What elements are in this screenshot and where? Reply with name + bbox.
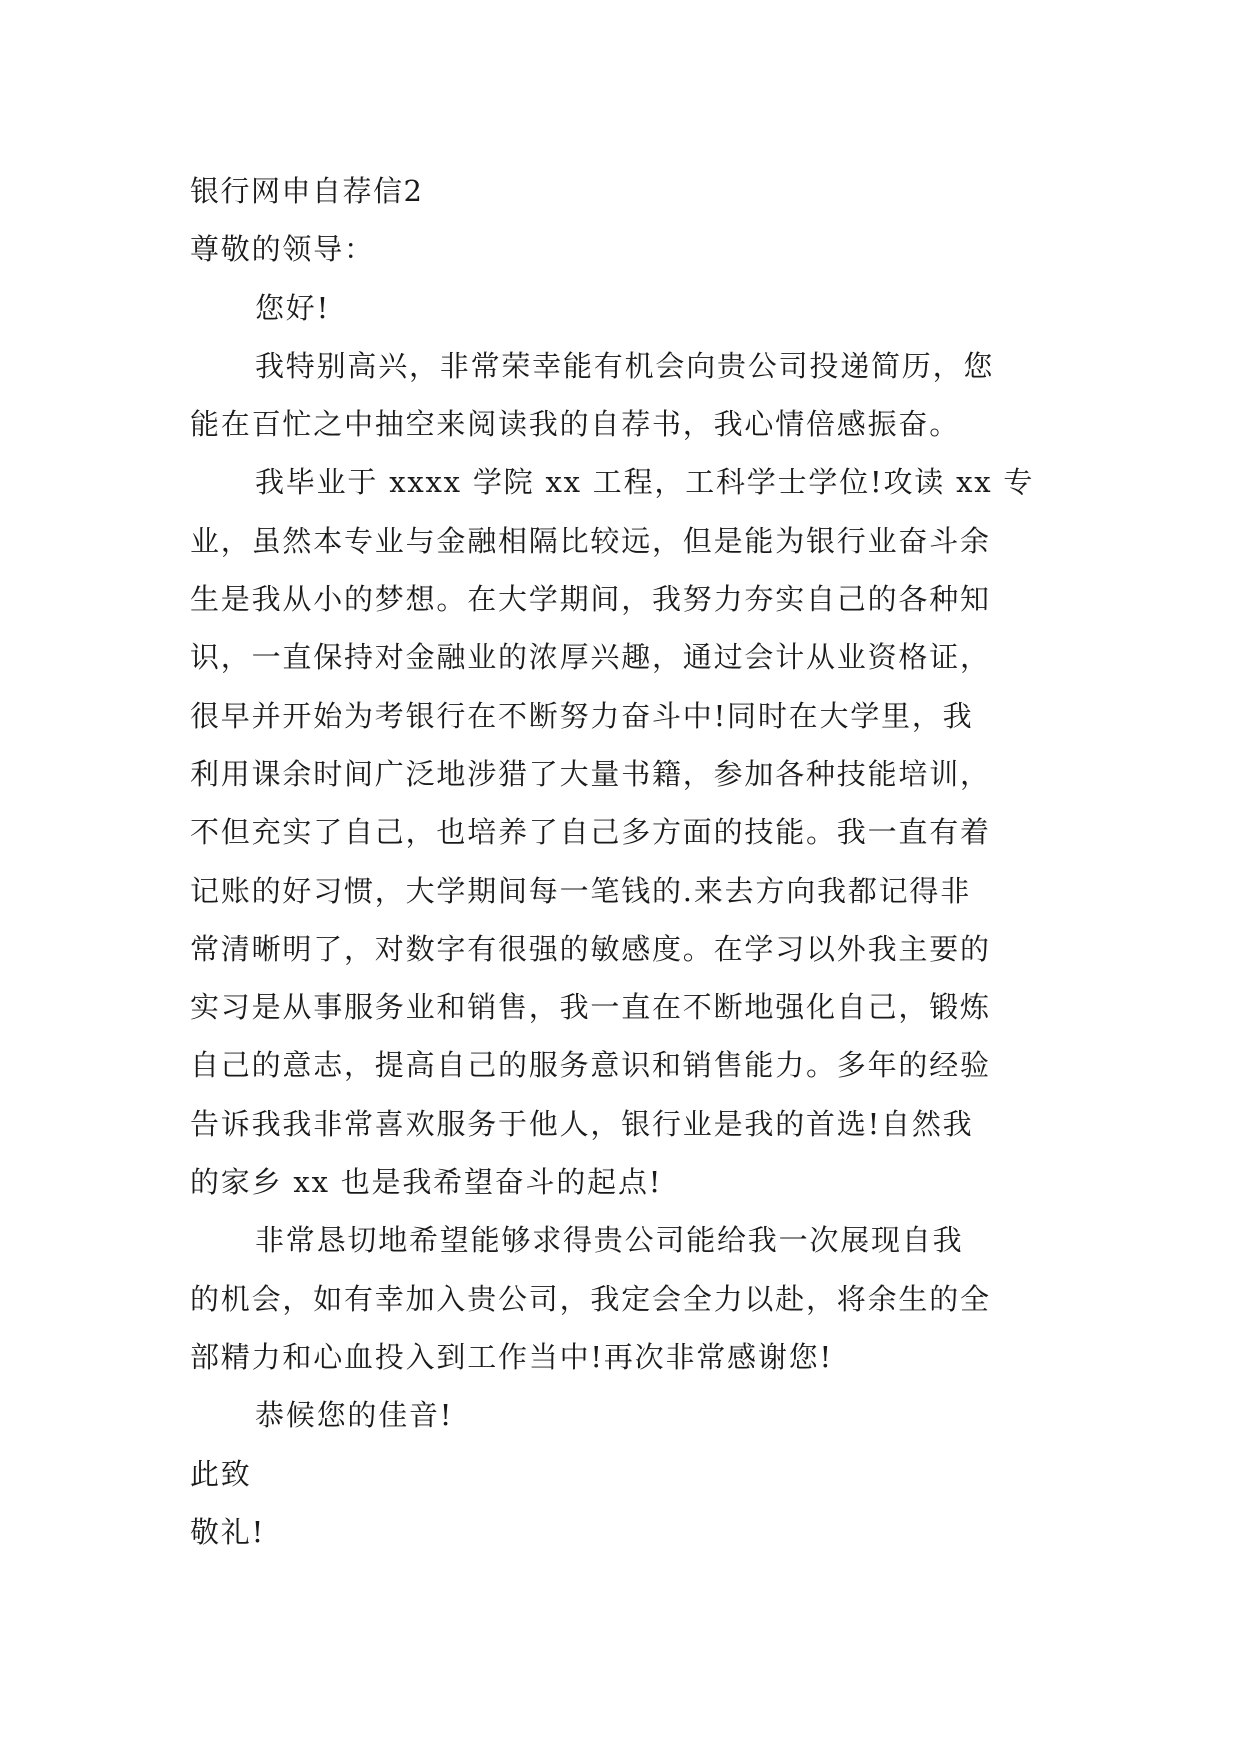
paragraph-line: 告诉我我非常喜欢服务于他人，银行业是我的首选!自然我 (190, 1106, 974, 1141)
paragraph-line: 不但充实了自己，也培养了自己多方面的技能。我一直有着 (190, 815, 991, 850)
paragraph-line: 实习是从事服务业和销售，我一直在不断地强化自己，锻炼 (190, 990, 991, 1025)
paragraph-line: 我毕业于 xxxx 学院 xx 工程，工科学士学位!攻读 xx 专 (255, 465, 1035, 500)
sign-off-ci-zhi: 此致 (190, 1456, 252, 1491)
paragraph-line: 识，一直保持对金融业的浓厚兴趣，通过会计从业资格证， (190, 640, 991, 675)
paragraph-line: 的机会，如有幸加入贵公司，我定会全力以赴，将余生的全 (190, 1281, 991, 1316)
paragraph-line: 能在百忙之中抽空来阅读我的自荐书，我心情倍感振奋。 (190, 407, 961, 442)
letter-body (190, 162, 1052, 1561)
paragraph-1 (190, 337, 1052, 454)
paragraph-line: 的家乡 xx 也是我希望奋斗的起点! (190, 1165, 663, 1200)
paragraph-line: 很早并开始为考银行在不断努力奋斗中!同时在大学里，我 (190, 698, 974, 733)
paragraph-line: 非常恳切地希望能够求得贵公司能给我一次展现自我 (255, 1223, 964, 1258)
paragraph-line: 我特别高兴，非常荣幸能有机会向贵公司投递简历，您 (255, 348, 995, 383)
paragraph-2 (190, 453, 1052, 1211)
salutation: 尊敬的领导： (190, 232, 375, 267)
sign-off-jing-li: 敬礼! (190, 1514, 266, 1549)
paragraph-line: 利用课余时间广泛地涉猎了大量书籍，参加各种技能培训， (190, 756, 991, 791)
paragraph-line: 常清晰明了，对数字有很强的敏感度。在学习以外我主要的 (190, 931, 991, 966)
paragraph-line: 自己的意志，提高自己的服务意识和销售能力。多年的经验 (190, 1048, 991, 1083)
closing-line: 恭候您的佳音! (255, 1398, 454, 1433)
paragraph-line: 记账的好习惯，大学期间每一笔钱的.来去方向我都记得非 (190, 873, 972, 908)
paragraph-line: 业，虽然本专业与金融相隔比较远，但是能为银行业奋斗余 (190, 523, 991, 558)
greeting: 您好! (255, 290, 331, 325)
paragraph-3 (190, 1211, 1052, 1386)
paragraph-line: 生是我从小的梦想。在大学期间，我努力夯实自己的各种知 (190, 582, 991, 617)
paragraph-line: 部精力和心血投入到工作当中!再次非常感谢您! (190, 1339, 833, 1374)
document-title: 银行网申自荐信2 (190, 174, 424, 208)
